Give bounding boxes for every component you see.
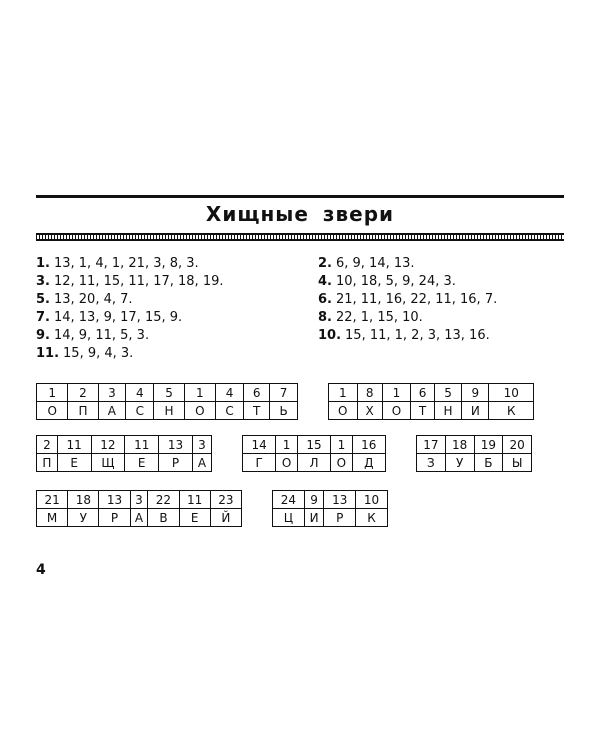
letter-cell: С xyxy=(126,402,154,420)
clue-text: 21, 11, 16, 22, 11, 16, 7. xyxy=(335,292,498,307)
word-grid-golod xyxy=(242,435,386,472)
number-cell: 2 xyxy=(68,384,98,402)
clue-text: 22, 1, 15, 10. xyxy=(335,310,423,325)
number-cell: 3 xyxy=(192,436,211,454)
clue-text: 15, 9, 4, 3. xyxy=(63,346,134,361)
word-grid-opasnost xyxy=(36,383,298,420)
clue-number: 3. xyxy=(36,274,50,289)
letter-cell: У xyxy=(445,454,474,472)
number-cell: 2 xyxy=(37,436,58,454)
letter-cell: Б xyxy=(474,454,503,472)
clues-left xyxy=(36,255,224,363)
number-cell: 16 xyxy=(352,436,385,454)
number-cell: 4 xyxy=(216,384,244,402)
number-cell: 4 xyxy=(126,384,154,402)
word-grid-muravey xyxy=(36,490,242,527)
clue-2 xyxy=(318,255,497,273)
number-cell: 15 xyxy=(297,436,330,454)
letter-cell: О xyxy=(184,402,215,420)
clue-number: 6. xyxy=(318,292,332,307)
number-cell: 13 xyxy=(159,436,193,454)
number-cell: 6 xyxy=(411,384,435,402)
number-cell: 1 xyxy=(37,384,68,402)
clue-number: 8. xyxy=(318,310,332,325)
number-cell: 18 xyxy=(68,491,99,509)
letter-cell: Р xyxy=(99,509,130,527)
letter-cell: З xyxy=(417,454,446,472)
clue-number: 10. xyxy=(318,328,342,343)
number-cell: 11 xyxy=(179,491,210,509)
number-cell: 3 xyxy=(130,491,148,509)
page-number: 4 xyxy=(36,562,46,578)
number-cell: 10 xyxy=(356,491,388,509)
word-grid-tsirk xyxy=(272,490,388,527)
number-cell: 1 xyxy=(329,384,358,402)
number-cell: 19 xyxy=(474,436,503,454)
clue-9 xyxy=(36,327,224,345)
clue-5 xyxy=(36,291,224,309)
number-cell: 1 xyxy=(276,436,297,454)
letter-cell: Т xyxy=(244,402,270,420)
number-cell: 7 xyxy=(270,384,298,402)
number-cell: 13 xyxy=(99,491,130,509)
letter-cell: Е xyxy=(57,454,91,472)
letter-cell: Д xyxy=(352,454,385,472)
letter-cell: У xyxy=(68,509,99,527)
clue-text: 6, 9, 14, 13. xyxy=(335,256,415,271)
clue-number: 11. xyxy=(36,346,60,361)
letter-cell: М xyxy=(37,509,68,527)
letter-cell: Ы xyxy=(503,454,532,472)
clue-3 xyxy=(36,273,224,291)
page-title: Хищные звери xyxy=(205,202,395,226)
clue-7 xyxy=(36,309,224,327)
word-grid-peshchera xyxy=(36,435,212,472)
number-cell: 1 xyxy=(184,384,215,402)
letter-cell: Ц xyxy=(273,509,305,527)
number-cell: 14 xyxy=(243,436,276,454)
number-cell: 21 xyxy=(37,491,68,509)
number-cell: 23 xyxy=(210,491,241,509)
letter-cell: И xyxy=(462,402,489,420)
letter-cell: Е xyxy=(179,509,210,527)
title-rule-top xyxy=(36,195,564,198)
clue-text: 14, 13, 9, 17, 15, 9. xyxy=(53,310,183,325)
clue-text: 10, 18, 5, 9, 24, 3. xyxy=(335,274,456,289)
letter-cell: И xyxy=(304,509,324,527)
number-cell: 18 xyxy=(445,436,474,454)
number-cell: 17 xyxy=(417,436,446,454)
letter-cell: Л xyxy=(297,454,330,472)
letter-cell: В xyxy=(148,509,179,527)
letter-cell: О xyxy=(276,454,297,472)
number-cell: 20 xyxy=(503,436,532,454)
clue-1 xyxy=(36,255,224,273)
clue-number: 1. xyxy=(36,256,50,271)
number-cell: 9 xyxy=(462,384,489,402)
number-cell: 5 xyxy=(154,384,184,402)
clue-text: 14, 9, 11, 5, 3. xyxy=(53,328,150,343)
number-cell: 24 xyxy=(273,491,305,509)
number-cell: 10 xyxy=(489,384,534,402)
clue-text: 13, 20, 4, 7. xyxy=(53,292,133,307)
clue-8 xyxy=(318,309,497,327)
number-cell: 22 xyxy=(148,491,179,509)
number-cell: 1 xyxy=(331,436,352,454)
number-cell: 11 xyxy=(57,436,91,454)
number-cell: 8 xyxy=(357,384,382,402)
letter-cell: Й xyxy=(210,509,241,527)
letter-cell: Х xyxy=(357,402,382,420)
number-cell: 3 xyxy=(98,384,126,402)
clue-number: 9. xyxy=(36,328,50,343)
clue-number: 4. xyxy=(318,274,332,289)
letter-cell: Е xyxy=(125,454,159,472)
letter-cell: С xyxy=(216,402,244,420)
clue-number: 7. xyxy=(36,310,50,325)
clues-right xyxy=(318,255,497,345)
letter-cell: П xyxy=(68,402,98,420)
number-cell: 13 xyxy=(324,491,356,509)
letter-cell: О xyxy=(37,402,68,420)
number-cell: 5 xyxy=(434,384,461,402)
letter-cell: А xyxy=(130,509,148,527)
title-rule-bottom xyxy=(36,233,564,241)
clue-number: 5. xyxy=(36,292,50,307)
letter-cell: Г xyxy=(243,454,276,472)
clue-11 xyxy=(36,345,224,363)
letter-cell: Щ xyxy=(91,454,125,472)
clue-10 xyxy=(318,327,497,345)
clue-number: 2. xyxy=(318,256,332,271)
letter-cell: А xyxy=(98,402,126,420)
clue-6 xyxy=(318,291,497,309)
letter-cell: Н xyxy=(434,402,461,420)
letter-cell: О xyxy=(382,402,411,420)
clue-text: 13, 1, 4, 1, 21, 3, 8, 3. xyxy=(53,256,199,271)
letter-cell: Н xyxy=(154,402,184,420)
clue-4 xyxy=(318,273,497,291)
number-cell: 6 xyxy=(244,384,270,402)
letter-cell: О xyxy=(331,454,352,472)
letter-cell: А xyxy=(192,454,211,472)
letter-cell: Р xyxy=(159,454,193,472)
word-grid-zuby xyxy=(416,435,532,472)
letter-cell: П xyxy=(37,454,58,472)
letter-cell: Р xyxy=(324,509,356,527)
clue-text: 12, 11, 15, 11, 17, 18, 19. xyxy=(53,274,224,289)
number-cell: 9 xyxy=(304,491,324,509)
clue-text: 15, 11, 1, 2, 3, 13, 16. xyxy=(345,328,490,343)
letter-cell: К xyxy=(489,402,534,420)
letter-cell: Ь xyxy=(270,402,298,420)
letter-cell: О xyxy=(329,402,358,420)
number-cell: 1 xyxy=(382,384,411,402)
letter-cell: К xyxy=(356,509,388,527)
letter-cell: Т xyxy=(411,402,435,420)
number-cell: 11 xyxy=(125,436,159,454)
number-cell: 12 xyxy=(91,436,125,454)
word-grid-okhotnik xyxy=(328,383,534,420)
